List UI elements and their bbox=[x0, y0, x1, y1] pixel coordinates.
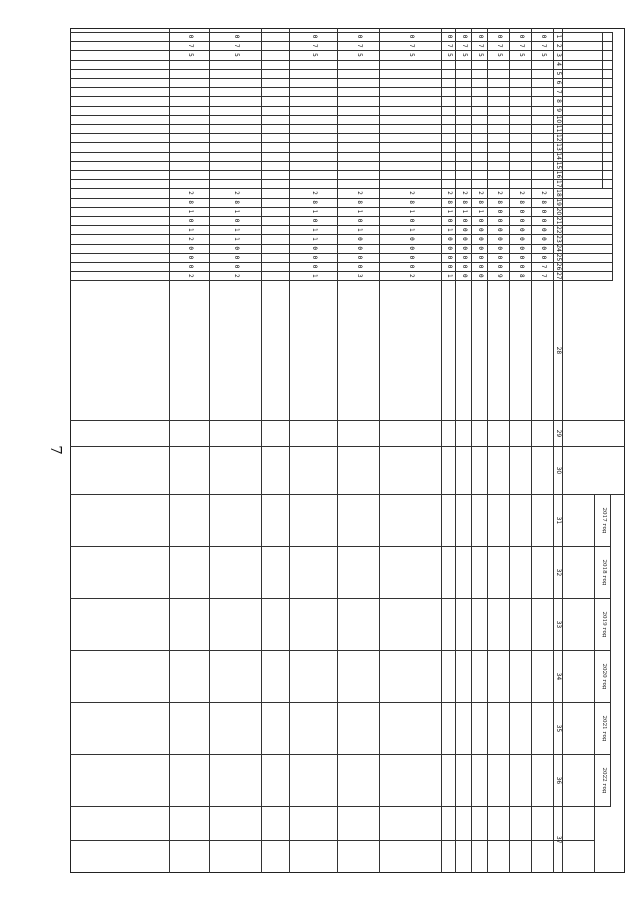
header-goals bbox=[569, 282, 619, 418]
budget-code-digit: 5 bbox=[408, 53, 415, 57]
column-number: 2 bbox=[555, 43, 562, 48]
grid-line-v bbox=[70, 446, 625, 447]
grid-line-h bbox=[455, 28, 456, 873]
column-number: 30 bbox=[555, 466, 562, 475]
budget-code-digit: 7 bbox=[477, 43, 484, 48]
budget-code-digit: 0 bbox=[408, 246, 415, 250]
grid-line-h bbox=[562, 28, 563, 873]
budget-code-digit: 8 bbox=[311, 200, 318, 204]
header-admin-code bbox=[603, 32, 611, 78]
budget-code-digit: 7 bbox=[461, 43, 468, 48]
budget-code-digit: 0 bbox=[311, 34, 318, 39]
budget-code-digit: 1 bbox=[233, 209, 240, 214]
grid-line-v bbox=[70, 546, 611, 547]
budget-code-digit: 0 bbox=[356, 255, 363, 260]
header-years bbox=[611, 494, 621, 806]
grid-line-h bbox=[337, 28, 338, 873]
budget-code-digit: 0 bbox=[540, 227, 547, 232]
grid-line-h bbox=[487, 28, 488, 873]
budget-code-digit: 5 bbox=[356, 53, 363, 57]
column-number: 17 bbox=[555, 179, 562, 188]
page-number: 7 bbox=[47, 445, 65, 455]
budget-code-digit: 2 bbox=[187, 191, 194, 195]
column-number: 26 bbox=[555, 262, 562, 271]
grid-line-h bbox=[261, 28, 262, 873]
column-number: 9 bbox=[555, 108, 562, 113]
budget-code-digit: 8 bbox=[408, 200, 415, 204]
budget-code-digit: 0 bbox=[446, 264, 453, 269]
column-number: 21 bbox=[555, 216, 562, 225]
header-budget-codes bbox=[613, 32, 623, 188]
column-number: 4 bbox=[555, 62, 562, 67]
budget-code-digit: 1 bbox=[446, 227, 453, 232]
budget-code-digit: 0 bbox=[356, 264, 363, 269]
budget-code-digit: 5 bbox=[311, 53, 318, 57]
indicator-text bbox=[263, 282, 289, 418]
budget-code-digit: 0 bbox=[311, 264, 318, 269]
budget-code-digit: 0 bbox=[408, 218, 415, 223]
header-year-4: 2020 год bbox=[601, 663, 607, 690]
budget-code-digit: 0 bbox=[496, 264, 503, 269]
column-number: 13 bbox=[555, 143, 562, 151]
indicator-text bbox=[381, 282, 441, 418]
budget-code-digit: 0 bbox=[233, 218, 240, 223]
grid-line-h bbox=[209, 28, 210, 873]
budget-code-digit: 1 bbox=[356, 209, 363, 214]
budget-code-digit: 0 bbox=[461, 255, 468, 260]
budget-code-digit: 0 bbox=[477, 273, 484, 278]
header-year-5: 2021 год bbox=[601, 715, 607, 742]
budget-code-digit: 1 bbox=[446, 273, 453, 278]
budget-code-digit: 7 bbox=[496, 43, 503, 48]
column-number: 28 bbox=[555, 346, 562, 355]
budget-code-digit: 0 bbox=[477, 246, 484, 250]
budget-code-digit: 8 bbox=[446, 200, 453, 204]
budget-code-digit: 7 bbox=[446, 43, 453, 48]
budget-code-digit: 1 bbox=[461, 209, 468, 214]
table-frame bbox=[70, 28, 625, 873]
column-number: 14 bbox=[555, 152, 562, 160]
header-year-2: 2018 год bbox=[601, 559, 607, 586]
budget-code-digit: 7 bbox=[233, 43, 240, 48]
column-number: 1 bbox=[555, 34, 562, 39]
budget-code-digit: 0 bbox=[461, 246, 468, 250]
budget-code-digit: 0 bbox=[518, 255, 525, 260]
header-year-1: 2017 год bbox=[601, 507, 607, 534]
budget-code-digit: 1 bbox=[233, 227, 240, 232]
grid-line-h bbox=[379, 28, 380, 873]
budget-code-digit: 0 bbox=[518, 34, 525, 39]
budget-code-digit: 7 bbox=[311, 43, 318, 48]
budget-code-digit: 5 bbox=[496, 53, 503, 57]
budget-code-digit: 2 bbox=[187, 237, 194, 241]
budget-code-digit: 0 bbox=[461, 34, 468, 39]
column-number: 11 bbox=[555, 124, 562, 133]
budget-code-digit: 2 bbox=[187, 273, 194, 278]
column-number: 34 bbox=[555, 672, 562, 681]
column-number: 7 bbox=[555, 89, 562, 94]
grid-line-v bbox=[70, 806, 611, 807]
grid-line-v bbox=[70, 420, 625, 421]
budget-code-digit: 2 bbox=[233, 191, 240, 195]
budget-code-digit: 0 bbox=[233, 34, 240, 39]
budget-code-digit: 0 bbox=[477, 255, 484, 260]
budget-code-digit: 5 bbox=[518, 53, 525, 57]
budget-code-digit: 2 bbox=[408, 273, 415, 278]
budget-code-digit: 0 bbox=[496, 227, 503, 232]
indicator-text bbox=[457, 282, 471, 418]
budget-code-digit: 0 bbox=[233, 264, 240, 269]
indicator-text bbox=[443, 282, 455, 418]
budget-code-digit: 0 bbox=[518, 246, 525, 250]
budget-code-digit: 7 bbox=[408, 43, 415, 48]
budget-code-digit: 7 bbox=[540, 43, 547, 48]
header-year-3: 2019 год bbox=[601, 611, 607, 638]
budget-code-digit: 0 bbox=[461, 264, 468, 269]
budget-code-digit: 5 bbox=[461, 53, 468, 57]
column-number: 12 bbox=[555, 133, 562, 142]
budget-code-digit: 0 bbox=[408, 264, 415, 269]
budget-code-digit: 0 bbox=[187, 264, 194, 269]
header-final bbox=[595, 807, 621, 872]
budget-code-digit: 8 bbox=[518, 273, 525, 278]
budget-code-digit: 8 bbox=[233, 200, 240, 204]
budget-code-digit: 0 bbox=[518, 227, 525, 232]
budget-code-digit: 2 bbox=[461, 191, 468, 195]
budget-code-digit: 1 bbox=[356, 227, 363, 232]
budget-code-digit: 0 bbox=[311, 218, 318, 223]
rotated-table-page bbox=[70, 28, 625, 873]
budget-code-digit: 0 bbox=[496, 255, 503, 260]
grid-line-h bbox=[169, 28, 170, 873]
grid-line-v bbox=[70, 598, 611, 599]
budget-code-digit: 1 bbox=[477, 209, 484, 214]
column-number: 16 bbox=[555, 170, 562, 179]
column-number: 37 bbox=[555, 835, 562, 844]
budget-code-digit: 2 bbox=[233, 273, 240, 278]
grid-line-h bbox=[509, 28, 510, 873]
budget-code-digit: 0 bbox=[461, 227, 468, 232]
budget-code-digit: 0 bbox=[187, 34, 194, 39]
budget-code-digit: 0 bbox=[408, 237, 415, 241]
indicator-text bbox=[533, 282, 553, 418]
indicator-text bbox=[511, 282, 531, 418]
column-number: 33 bbox=[555, 620, 562, 629]
column-number: 24 bbox=[555, 244, 562, 252]
budget-code-digit: 5 bbox=[540, 53, 547, 57]
budget-code-digit: 1 bbox=[408, 209, 415, 214]
column-number: 15 bbox=[555, 161, 562, 170]
budget-code-digit: 0 bbox=[518, 209, 525, 214]
indicator-text bbox=[291, 282, 337, 418]
budget-code-digit: 0 bbox=[356, 246, 363, 250]
budget-code-digit: 0 bbox=[496, 34, 503, 39]
column-number: 35 bbox=[555, 724, 562, 733]
budget-code-digit: 0 bbox=[446, 246, 453, 250]
budget-code-digit: 0 bbox=[461, 218, 468, 223]
budget-code-digit: 1 bbox=[311, 237, 318, 241]
budget-code-digit: 0 bbox=[446, 218, 453, 223]
grid-line-h bbox=[471, 28, 472, 873]
grid-line-v bbox=[70, 754, 611, 755]
indicator-text bbox=[171, 282, 209, 418]
budget-code-digit: 8 bbox=[518, 200, 525, 204]
column-number: 20 bbox=[555, 207, 562, 216]
budget-code-digit: 0 bbox=[477, 264, 484, 269]
budget-code-digit: 0 bbox=[496, 218, 503, 223]
column-number: 10 bbox=[555, 115, 562, 124]
budget-code-digit: 0 bbox=[446, 255, 453, 260]
budget-code-digit: 0 bbox=[233, 246, 240, 250]
budget-code-digit: 0 bbox=[446, 34, 453, 39]
budget-code-digit: 5 bbox=[233, 53, 240, 57]
column-number: 31 bbox=[555, 516, 562, 525]
column-number: 22 bbox=[555, 225, 562, 234]
header-year-6: 2022 год bbox=[601, 767, 607, 794]
indicator-text bbox=[473, 282, 487, 418]
grid-line-h bbox=[531, 28, 532, 873]
header-classification bbox=[613, 188, 623, 280]
budget-code-digit: 0 bbox=[496, 246, 503, 250]
budget-code-digit: 1 bbox=[408, 227, 415, 232]
budget-code-digit: 0 bbox=[540, 237, 547, 241]
budget-code-digit: 2 bbox=[408, 191, 415, 195]
budget-code-digit: 0 bbox=[356, 34, 363, 39]
budget-code-digit: 1 bbox=[233, 237, 240, 241]
column-number: 8 bbox=[555, 99, 562, 103]
budget-code-digit: 0 bbox=[518, 237, 525, 241]
budget-code-digit: 8 bbox=[187, 200, 194, 204]
indicator-text bbox=[339, 282, 379, 418]
column-number: 6 bbox=[555, 80, 562, 85]
budget-code-digit: 0 bbox=[408, 34, 415, 39]
budget-code-digit: 0 bbox=[187, 255, 194, 260]
budget-code-digit: 0 bbox=[311, 255, 318, 260]
column-number: 3 bbox=[555, 53, 562, 57]
budget-code-digit: 0 bbox=[540, 209, 547, 214]
budget-code-digit: 2 bbox=[496, 191, 503, 195]
budget-code-digit: 0 bbox=[311, 246, 318, 250]
budget-code-digit: 8 bbox=[461, 200, 468, 204]
column-number: 29 bbox=[555, 429, 562, 438]
budget-code-digit: 0 bbox=[461, 273, 468, 278]
grid-line-v bbox=[70, 494, 625, 495]
column-number: 19 bbox=[555, 198, 562, 206]
budget-code-digit: 0 bbox=[356, 237, 363, 241]
budget-code-digit: 0 bbox=[496, 209, 503, 214]
grid-line-v bbox=[70, 650, 611, 651]
column-number: 32 bbox=[555, 568, 562, 577]
budget-code-digit: 0 bbox=[233, 255, 240, 260]
budget-code-digit: 9 bbox=[496, 273, 503, 278]
budget-code-digit: 8 bbox=[496, 200, 503, 204]
budget-code-digit: 8 bbox=[477, 200, 484, 204]
budget-code-digit: 0 bbox=[477, 34, 484, 39]
budget-code-digit: 7 bbox=[187, 43, 194, 48]
budget-code-digit: 8 bbox=[356, 200, 363, 204]
header-final-value bbox=[571, 807, 591, 838]
budget-code-digit: 1 bbox=[311, 273, 318, 278]
budget-code-digit: 0 bbox=[518, 264, 525, 269]
budget-code-digit: 0 bbox=[540, 34, 547, 39]
budget-code-digit: 7 bbox=[540, 264, 547, 269]
column-number: 5 bbox=[555, 71, 562, 76]
indicator-text bbox=[211, 282, 261, 418]
budget-code-digit: 2 bbox=[446, 191, 453, 195]
budget-code-digit: 2 bbox=[311, 191, 318, 195]
budget-code-digit: 2 bbox=[356, 191, 363, 195]
budget-code-digit: 7 bbox=[518, 43, 525, 48]
budget-code-digit: 0 bbox=[461, 237, 468, 241]
column-number: 23 bbox=[555, 235, 562, 243]
budget-code-digit: 0 bbox=[477, 218, 484, 223]
budget-code-digit: 2 bbox=[540, 191, 547, 195]
budget-code-digit: 5 bbox=[477, 53, 484, 57]
budget-code-digit: 0 bbox=[187, 246, 194, 250]
column-number: 25 bbox=[555, 253, 562, 262]
budget-code-digit: 3 bbox=[356, 273, 363, 278]
budget-code-digit: 0 bbox=[540, 218, 547, 223]
grid-line-h bbox=[441, 28, 442, 873]
budget-code-digit: 0 bbox=[356, 218, 363, 223]
grid-line-v bbox=[70, 840, 595, 841]
budget-code-digit: 0 bbox=[496, 237, 503, 241]
budget-code-digit: 0 bbox=[518, 218, 525, 223]
budget-code-digit: 2 bbox=[518, 191, 525, 195]
column-number: 36 bbox=[555, 776, 562, 785]
budget-code-digit: 1 bbox=[187, 209, 194, 214]
budget-code-digit: 7 bbox=[356, 43, 363, 48]
budget-code-digit: 2 bbox=[477, 191, 484, 195]
budget-code-digit: 1 bbox=[446, 209, 453, 214]
header-final-year bbox=[571, 840, 591, 872]
budget-code-digit: 1 bbox=[311, 227, 318, 232]
indicator-text bbox=[489, 282, 509, 418]
grid-line-h bbox=[289, 28, 290, 873]
budget-code-digit: 0 bbox=[540, 246, 547, 250]
budget-code-digit: 0 bbox=[540, 255, 547, 260]
budget-code-digit: 7 bbox=[540, 273, 547, 278]
budget-code-digit: 1 bbox=[187, 227, 194, 232]
budget-code-digit: 1 bbox=[311, 209, 318, 214]
budget-code-digit: 8 bbox=[540, 200, 547, 204]
column-number: 18 bbox=[555, 189, 562, 197]
grid-line-v bbox=[70, 702, 611, 703]
column-number: 27 bbox=[555, 271, 562, 280]
budget-code-digit: 5 bbox=[187, 53, 194, 57]
budget-code-digit: 0 bbox=[477, 227, 484, 232]
budget-code-digit: 0 bbox=[408, 255, 415, 260]
budget-code-digit: 5 bbox=[446, 53, 453, 57]
budget-code-digit: 0 bbox=[187, 218, 194, 223]
budget-code-digit: 0 bbox=[477, 237, 484, 241]
budget-code-digit: 0 bbox=[446, 237, 453, 241]
